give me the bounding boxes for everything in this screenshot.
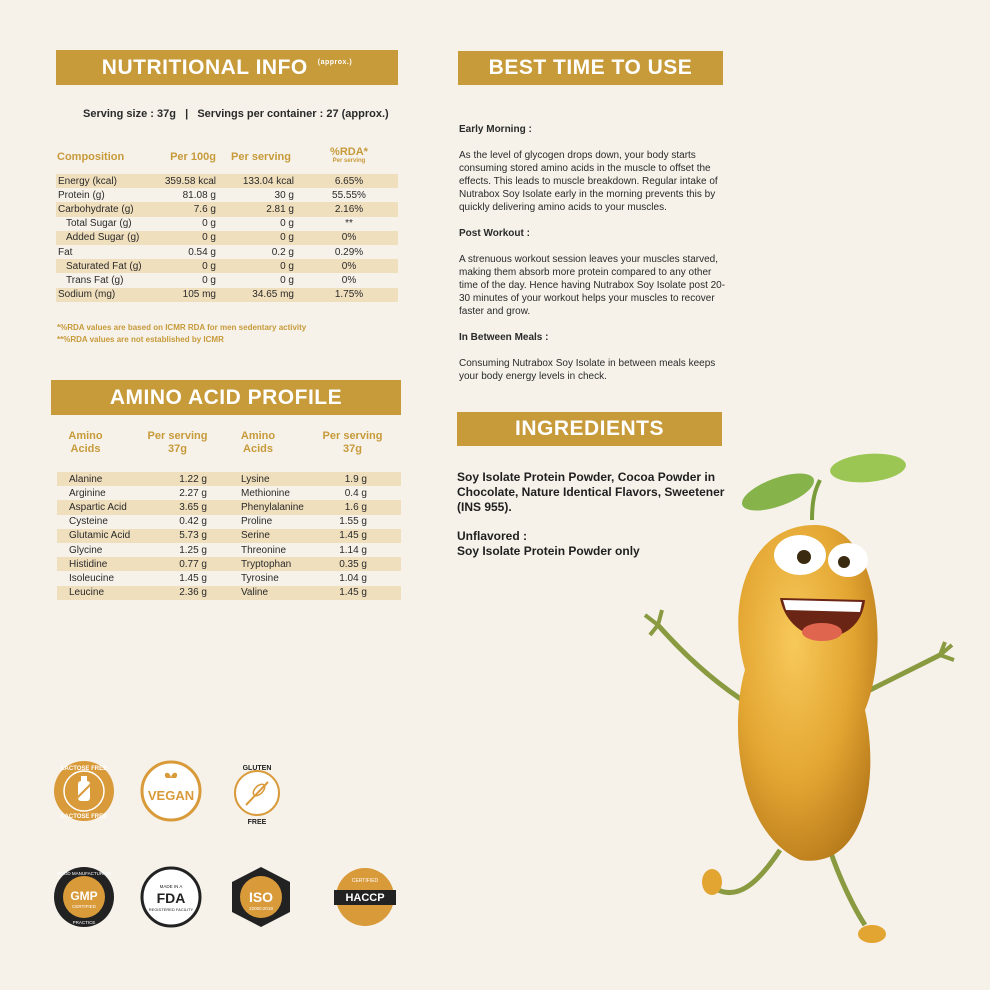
iso-sub-text: 22000:2018 xyxy=(249,906,273,911)
amino-acid-value: 2.27 g xyxy=(179,487,207,499)
per100-value: 0 g xyxy=(202,218,216,230)
col-composition: Composition xyxy=(57,151,125,163)
between-meals-heading: In Between Meals : xyxy=(459,332,549,343)
nutrient-name: Protein (g) xyxy=(58,189,105,201)
nutrition-row xyxy=(56,231,398,245)
haccp-top-text: CERTIFIED xyxy=(351,878,379,884)
amino-acid-name: Tyrosine xyxy=(241,572,279,584)
amino-head-2 xyxy=(232,430,284,456)
amino-row xyxy=(57,586,401,600)
fda-registered-badge xyxy=(140,866,202,928)
perserving-value: 34.65 mg xyxy=(222,288,300,302)
early-morning-body: As the level of glycogen drops down, your body starts consuming stored amino acids in the muscle to offset the effects. This leads to muscle breakdown. Regular intake of Nutrabox Soy Isolate early in the morning prevents this by quickly delivering amino acids to your muscles. xyxy=(459,150,718,213)
amino-row xyxy=(57,515,401,529)
iso-main-text: ISO xyxy=(248,889,274,905)
amino-acid-name: Aspartic Acid xyxy=(57,500,163,514)
rda-sub-label: Per serving xyxy=(332,158,366,164)
perserving-value: 0 g xyxy=(222,259,300,273)
gmp-sub-text: CERTIFIED xyxy=(72,904,96,909)
early-morning-heading: Early Morning : xyxy=(459,124,532,135)
gmp-certified-badge xyxy=(53,866,115,928)
perserving-value: 0 g xyxy=(280,218,294,230)
amino-acid-value: 1.14 g xyxy=(339,544,367,556)
gluten-bottom-text: FREE xyxy=(247,819,267,826)
amino-acid-value: 0.35 g xyxy=(337,557,401,571)
ingredients-unflavored-body: Soy Isolate Protein Powder only xyxy=(457,544,640,558)
fda-main-text: FDA xyxy=(156,890,186,906)
nutrition-row xyxy=(56,273,398,287)
amino-acid-title: AMINO ACID PROFILE xyxy=(109,385,343,409)
soybean-mascot-illustration xyxy=(640,450,960,950)
amino-acid-value: 0.77 g xyxy=(163,557,241,571)
nutrition-row xyxy=(56,202,398,216)
nutrition-row xyxy=(56,288,398,302)
per-serving-head-1-line2: 37g xyxy=(168,443,187,455)
amino-acid-name: Cysteine xyxy=(69,516,108,528)
amino-acid-value: 1.9 g xyxy=(337,472,401,486)
amino-acid-banner xyxy=(51,380,401,415)
gluten-top-text: GLUTEN xyxy=(242,765,272,772)
amino-row xyxy=(57,571,401,585)
amino-acid-name: Lysine xyxy=(241,472,337,486)
nutrient-name: Energy (kcal) xyxy=(56,174,164,188)
amino-acid-name: Alanine xyxy=(57,472,163,486)
rda-value: 0% xyxy=(341,274,357,286)
ingredients-flavored: Soy Isolate Protein Powder, Cocoa Powder in Chocolate, Nature Identical Flavors, Sweetener (INS 955). xyxy=(457,470,725,514)
amino-acid-value: 1.55 g xyxy=(339,516,367,528)
per100-value: 0.54 g xyxy=(188,246,216,258)
amino-acid-name: Phenylalanine xyxy=(241,500,337,514)
rda-value: 6.65% xyxy=(300,174,398,188)
amino-acid-value: 2.36 g xyxy=(163,586,241,600)
per100-value: 0 g xyxy=(202,274,216,286)
ingredients-title: INGREDIENTS xyxy=(514,417,664,440)
haccp-certified-badge xyxy=(332,866,398,928)
amino-acid-value: 1.04 g xyxy=(339,572,367,584)
nutrition-row xyxy=(56,245,398,259)
best-time-title: BEST TIME TO USE xyxy=(488,56,693,79)
lactose-free-badge xyxy=(53,760,115,822)
nutrient-name: Trans Fat (g) xyxy=(66,274,124,286)
nutrient-name: Total Sugar (g) xyxy=(66,218,132,230)
amino-acid-name: Leucine xyxy=(57,586,163,600)
perserving-value: 0 g xyxy=(280,274,294,286)
amino-acid-name: Glycine xyxy=(69,544,103,556)
amino-row xyxy=(57,472,401,486)
rda-value: 0% xyxy=(300,259,398,273)
lactose-bottom-text: LACTOSE FREE xyxy=(60,814,108,820)
per-serving-head-2 xyxy=(315,430,390,456)
best-time-text xyxy=(459,123,729,383)
amino-acid-value: 1.45 g xyxy=(337,529,401,543)
rda-value: 0.29% xyxy=(334,246,364,258)
amino-acid-value: 3.65 g xyxy=(163,500,241,514)
rda-note-2: **%RDA values are not established by ICMR xyxy=(57,335,224,344)
amino-acid-name: Arginine xyxy=(69,487,106,499)
amino-acid-name: Methionine xyxy=(241,487,290,499)
fda-bottom-text: REGISTERED FACILITY xyxy=(148,907,194,912)
rda-value: ** xyxy=(345,218,353,230)
rda-value: 0% xyxy=(300,231,398,245)
gmp-bottom-text: PRACTICE xyxy=(72,920,96,925)
per-serving-head-2-line2: 37g xyxy=(343,443,362,455)
amino-acid-name: Threonine xyxy=(241,544,287,556)
nutrient-name: Saturated Fat (g) xyxy=(56,259,164,273)
amino-acid-name: Glutamic Acid xyxy=(57,529,163,543)
perserving-value: 0.2 g xyxy=(271,246,294,258)
nutrient-name: Added Sugar (g) xyxy=(56,231,164,245)
approx-label: (approx.) xyxy=(317,59,353,66)
perserving-value: 2.81 g xyxy=(222,202,300,216)
per100-value: 7.6 g xyxy=(164,202,222,216)
amino-row xyxy=(57,529,401,543)
rda-value: 1.75% xyxy=(300,288,398,302)
post-workout-heading: Post Workout : xyxy=(459,228,530,239)
amino-head-1-line2: Acids xyxy=(70,443,101,455)
per100-value: 0 g xyxy=(164,259,222,273)
nutrient-name: Fat xyxy=(58,246,73,258)
perserving-value: 133.04 kcal xyxy=(222,174,300,188)
amino-acid-name: Tryptophan xyxy=(241,557,337,571)
rda-note-1: *%RDA values are based on ICMR RDA for men sedentary activity xyxy=(57,323,307,332)
amino-acid-value: 1.45 g xyxy=(337,586,401,600)
amino-row xyxy=(57,557,401,571)
gmp-top-text: GOOD MANUFACTURING xyxy=(56,871,112,876)
nutrition-table xyxy=(56,140,398,302)
rda-notes xyxy=(57,322,306,346)
amino-acid-name: Serine xyxy=(241,529,337,543)
haccp-main-text: HACCP xyxy=(345,892,385,904)
nutrition-row xyxy=(56,259,398,273)
amino-acid-value: 0.42 g xyxy=(179,516,207,528)
rda-value: 55.55% xyxy=(332,189,366,201)
iso-certified-badge xyxy=(228,866,294,928)
perserving-value: 30 g xyxy=(274,189,294,201)
vegan-text: VEGAN xyxy=(147,788,195,803)
perserving-value: 0 g xyxy=(222,231,300,245)
ingredients-unflavored-heading: Unflavored : xyxy=(457,529,528,543)
per-serving-head-1 xyxy=(140,430,215,456)
amino-acid-name: Histidine xyxy=(57,557,163,571)
amino-acid-value: 5.73 g xyxy=(163,529,241,543)
between-meals-body: Consuming Nutrabox Soy Isolate in between meals keeps your body energy levels in check. xyxy=(459,358,716,382)
amino-acid-value: 0.4 g xyxy=(344,487,367,499)
nutrient-name: Carbohydrate (g) xyxy=(56,202,164,216)
per100-value: 81.08 g xyxy=(182,189,216,201)
amino-acid-value: 1.25 g xyxy=(179,544,207,556)
nutrition-row xyxy=(56,174,398,188)
amino-row xyxy=(57,500,401,514)
lactose-top-text: LACTOSE FREE xyxy=(60,766,108,772)
per-serving-head-1-line1: Per serving xyxy=(147,430,208,442)
ingredients-banner xyxy=(457,412,722,446)
fda-top-text: MADE IN A xyxy=(159,884,183,889)
amino-head-1-line1: Amino xyxy=(68,430,103,442)
amino-row xyxy=(57,543,401,557)
rda-label: %RDA* xyxy=(330,146,368,158)
amino-acid-name: Proline xyxy=(241,516,273,528)
amino-head-1 xyxy=(58,430,113,456)
post-workout-body: A strenuous workout session leaves your muscles starved, making them absorb more protein compared to any other time of the day. Hence having Nutrabox Soy Isolate post 20-30 minutes of your workout helps your muscles to recover faster and grow. xyxy=(459,254,726,317)
per-serving-head-2-line1: Per serving xyxy=(322,430,383,442)
amino-head-2-line2: Acids xyxy=(243,443,273,455)
best-time-banner xyxy=(458,51,723,85)
serving-line: Serving size : 37g | Servings per container : 27 (approx.) xyxy=(83,108,389,120)
nutritional-info-title: NUTRITIONAL INFO xyxy=(101,55,308,79)
amino-row xyxy=(57,486,401,500)
amino-acid-value: 1.45 g xyxy=(179,572,207,584)
per100-value: 105 mg xyxy=(164,288,222,302)
nutrition-row xyxy=(56,188,398,202)
amino-table xyxy=(57,472,401,600)
nutrient-name: Sodium (mg) xyxy=(56,288,164,302)
vegan-badge xyxy=(140,760,202,822)
per100-value: 0 g xyxy=(164,231,222,245)
gluten-free-badge xyxy=(226,760,288,826)
col-perserving: Per serving xyxy=(231,151,291,163)
nutrition-row xyxy=(56,217,398,231)
amino-acid-name: Valine xyxy=(241,586,337,600)
amino-acid-value: 1.6 g xyxy=(337,500,401,514)
nutritional-info-banner xyxy=(56,50,398,85)
col-rda xyxy=(300,140,398,174)
amino-head-2-line1: Amino xyxy=(240,430,276,442)
rda-value: 2.16% xyxy=(300,202,398,216)
col-per100: Per 100g xyxy=(170,151,216,163)
nutrition-header-row xyxy=(56,140,398,174)
gmp-main-text: GMP xyxy=(70,889,98,903)
amino-acid-value: 1.22 g xyxy=(163,472,241,486)
per100-value: 359.58 kcal xyxy=(164,174,222,188)
amino-acid-name: Isoleucine xyxy=(69,572,115,584)
